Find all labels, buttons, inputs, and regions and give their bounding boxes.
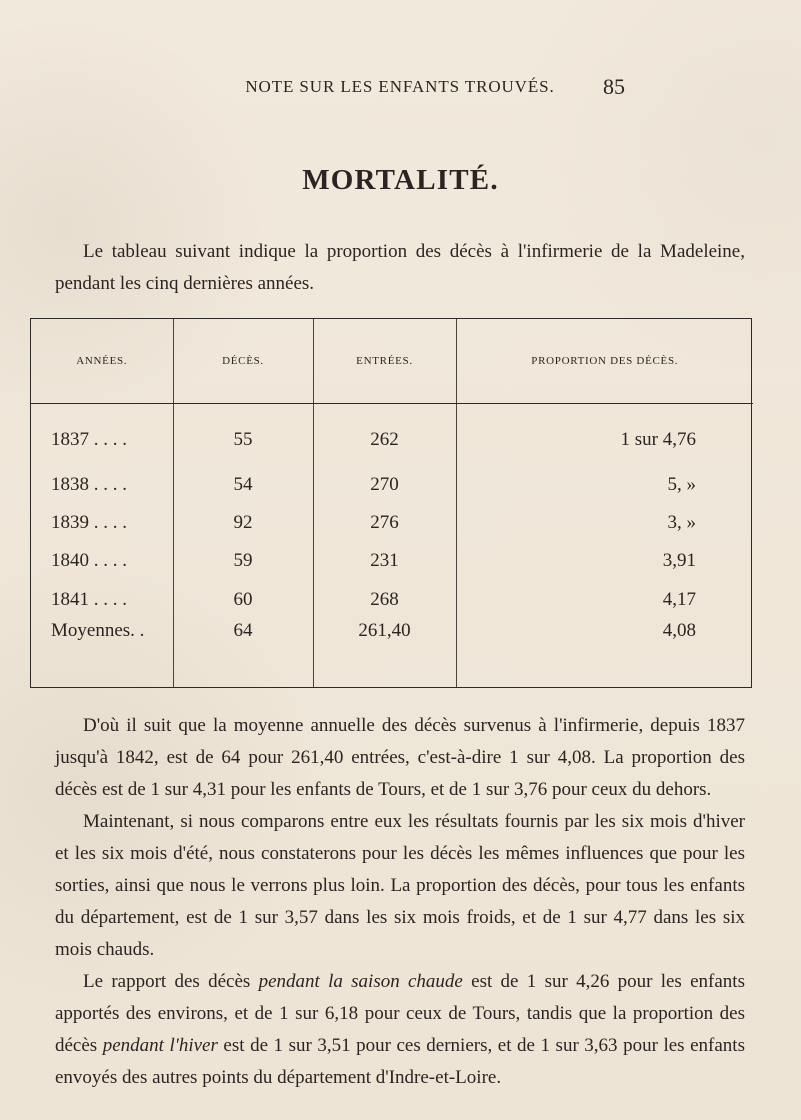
italic-phrase-winter: pendant l'hiver (102, 1035, 218, 1056)
table-row (31, 404, 753, 466)
deaths-cell: 54 (173, 466, 313, 504)
paragraph-seasonal-rates (55, 966, 745, 1094)
paragraph-conclusion: D'où il suit que la moyenne annuelle des décès survenus à l'infirmerie, depuis 1837 jusqu'à 1842, est de 64 pour 261,40 entrées, c'est-à-dire 1 sur 4,08. La proportion des décès est de 1 sur 4,31 pour les enfants de Tours, et de 1 sur 3,76 pour ceux du dehors. (55, 715, 745, 800)
paragraph-text-segment: Le rapport des décès (83, 971, 259, 992)
deaths-cell: 55 (173, 404, 313, 466)
header-years: ANNÉES. (31, 319, 173, 404)
proportion-cell: 1 sur 4,76 (620, 428, 696, 450)
table-row (31, 504, 753, 542)
paragraph-seasonal-comparison: Maintenant, si nous comparons entre eux les résultats fournis par les six mois d'hiver et les six mois d'été, nous constaterons pour les décès les mêmes influences que pour les sorties, ainsi que nous le verrons plus loin. La proportion des décès, pour tous les enfants du département, est de 1 sur 3,57 dans les six mois froids, et de 1 sur 4,77 dans les six mois chauds. (55, 811, 745, 960)
entries-cell: 270 (313, 466, 456, 504)
running-head: NOTE SUR LES ENFANTS TROUVÉS. (245, 77, 555, 96)
header-entries: ENTRÉES. (313, 319, 456, 404)
mortality-table (31, 319, 753, 687)
page-number: 85 (603, 74, 625, 99)
entries-cell: 231 (313, 542, 456, 580)
average-entries-cell: 261,40 (313, 619, 456, 687)
entries-cell: 262 (313, 404, 456, 466)
deaths-cell: 59 (173, 542, 313, 580)
table-row (31, 619, 753, 687)
deaths-cell: 92 (173, 504, 313, 542)
italic-phrase-hot-season: pendant la saison chaude (258, 971, 463, 992)
year-cell: 1838 . . . . (31, 466, 173, 504)
deaths-cell: 60 (173, 581, 313, 619)
intro-paragraph: Le tableau suivant indique la proportion des décès à l'infirmerie de la Madeleine, pendant les cinq dernières années. (55, 241, 745, 294)
proportion-cell: 4,17 (662, 588, 696, 610)
table-row (31, 466, 753, 504)
body-text (55, 710, 745, 1094)
paragraph-text-segment: est de 1 sur 3,51 pour ces derniers, et de 1 sur 3,63 pour les enfants envoyés des autres points du département d'Indre-et-Loire. (55, 1035, 745, 1088)
section-title: MORTALITÉ. (302, 164, 499, 197)
year-cell: 1837 . . . . (31, 404, 173, 466)
averages-label-cell: Moyennes. . (31, 619, 173, 687)
proportion-cell: 5, » (667, 473, 696, 495)
header-deaths: DÉCÈS. (173, 319, 313, 404)
page-header (0, 74, 801, 101)
mortality-table-frame (30, 318, 752, 688)
paragraph-text-segment: est de 1 sur 4,26 pour les enfants apportés des environs, et de 1 sur 6,18 pour ceux de Tours, tandis que la proportion des décès (55, 971, 745, 1056)
year-cell: 1839 . . . . (31, 504, 173, 542)
table-row (31, 581, 753, 619)
table-row (31, 542, 753, 580)
proportion-cell: 3,91 (662, 550, 696, 572)
year-cell: 1841 . . . . (31, 581, 173, 619)
average-deaths-cell: 64 (173, 619, 313, 687)
entries-cell: 268 (313, 581, 456, 619)
proportion-cell: 3, » (667, 512, 696, 534)
average-proportion-cell: 4,08 (662, 619, 696, 641)
table-header-row (31, 319, 753, 404)
entries-cell: 276 (313, 504, 456, 542)
header-proportion: PROPORTION DES DÉCÈS. (456, 319, 753, 404)
year-cell: 1840 . . . . (31, 542, 173, 580)
